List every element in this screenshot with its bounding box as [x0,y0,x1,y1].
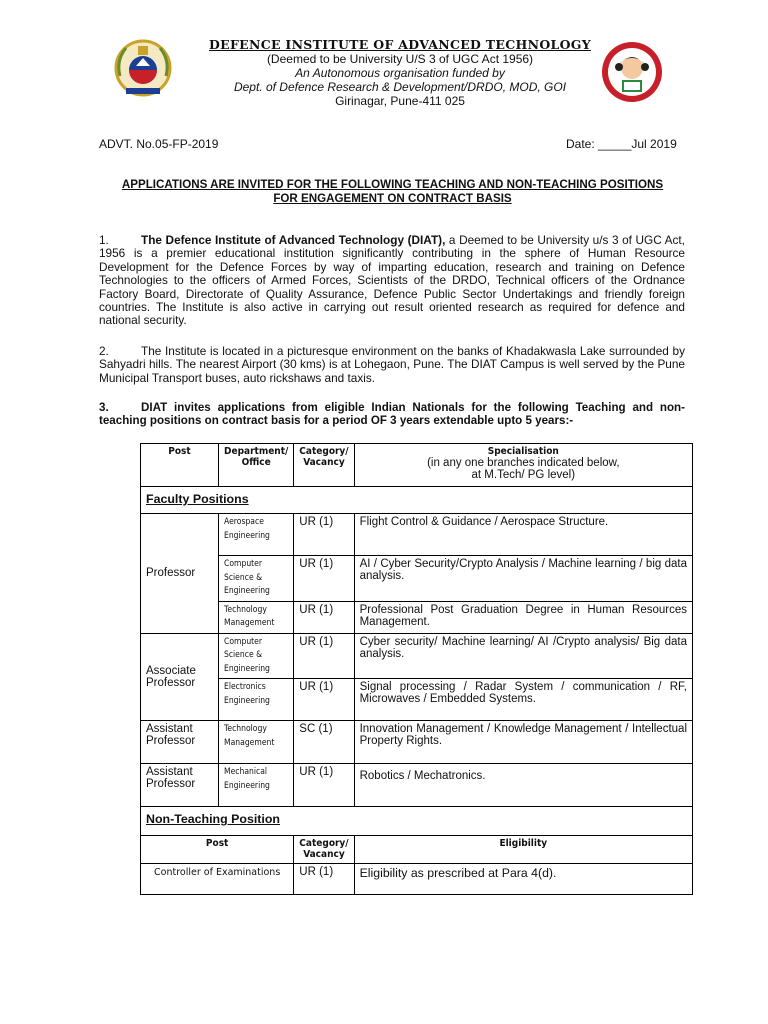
specialisation-cell: Professional Post Graduation Degree in Human Resources Management. [354,601,692,633]
category-cell: UR (1) [294,764,354,807]
specialisation-cell: Robotics / Mechatronics. [354,764,692,807]
nt-header-row [141,836,693,864]
table-row [141,679,693,721]
specialisation-cell: AI / Cyber Security/Crypto Analysis / Machine learning / big data analysis. [354,556,692,602]
header-line-1: (Deemed to be University U/S 3 of UGC Act 1956) [266,52,534,66]
paragraph-3-number: 3. [99,401,109,414]
category-cell: UR (1) [294,601,354,633]
paragraph-2-number: 2. [99,344,109,358]
category-cell: UR (1) [294,556,354,602]
nt-eligibility-cell: Eligibility as prescribed at Para 4(d). [354,864,692,895]
header-specialisation: Specialisation [487,446,559,457]
table-row [141,601,693,633]
table-row [141,514,693,556]
dept-cell: Aerospace Engineering [224,517,270,541]
table-row [141,633,693,679]
nt-header-post: Post [141,836,294,864]
nt-header-category: Category/ Vacancy [294,836,354,864]
nt-post-cell: Controller of Examinations [154,867,281,878]
table-row [141,556,693,602]
dept-cell: Computer Science & Engineering [224,636,270,674]
advt-date: Date: _____Jul 2019 [566,137,677,151]
paragraph-1-body: a Deemed to be University u/s 3 of UGC Act, 1956 is a premier educational institution significantly contributing in the sphere of Human Resource Development for the Defence Forces by way of imparting education, research and training on Defence Technologies to the officers of Armed Forces, Scientists of the DRDO, Technical officers of the Ordnance Factory Board, Directorate of Quality Assurance, Defence Public Sector Undertakings and friendly foreign countries. The Institute is also active in carrying out result oriented research as required for defence and national security. [99,233,685,328]
nt-category-cell: UR (1) [294,864,354,895]
paragraph-3-body: DIAT invites applications from eligible Indian Nationals for the following Teaching and non-teaching positions on contract basis for a period OF 3 years extendable upto 5 years:- [99,401,685,428]
positions-table [140,443,693,895]
paragraph-2 [99,345,685,385]
dept-cell: Mechanical Engineering [224,767,270,791]
category-cell: UR (1) [294,633,354,679]
header-specialisation-cell [354,444,692,487]
main-heading-line-1: APPLICATIONS ARE INVITED FOR THE FOLLOWING TEACHING AND NON-TEACHING POSITIONS [121,178,664,191]
dept-cell: Technology Management [224,724,275,748]
institute-title: DEFENCE INSTITUTE OF ADVANCED TECHNOLOGY [209,37,591,52]
paragraph-1-number: 1. [99,233,109,247]
post-cell: Assistant Professor [141,721,219,764]
dept-cell: Electronics Engineering [224,682,270,706]
non-teaching-position-label: Non-Teaching Position [141,807,693,836]
specialisation-cell: Innovation Management / Knowledge Management / Intellectual Property Rights. [354,721,692,764]
nt-header-eligibility: Eligibility [354,836,692,864]
category-cell: UR (1) [294,679,354,721]
header-category: Category/ Vacancy [294,444,354,487]
header-line-3: Dept. of Defence Research & Development/DRDO, MOD, GOI [233,80,567,94]
paragraph-2-body: The Institute is located in a picturesque environment on the banks of Khadakwasla Lake surrounded by Sahyadri hills. The nearest Airport (30 kms) is at Lohegaon, Pune. The DIAT Campus is well served by the Pune Municipal Transport buses, auto rickshaws and taxis. [99,344,685,385]
specialisation-cell: Cyber security/ Machine learning/ AI /Crypto analysis/ Big data analysis. [354,633,692,679]
header-line-4: Girinagar, Pune-411 025 [335,94,465,108]
post-cell: Assistant Professor [141,764,219,807]
dept-cell: Technology Management [224,604,275,628]
main-heading-line-2: FOR ENGAGEMENT ON CONTRACT BASIS [273,192,512,205]
faculty-positions-label: Faculty Positions [141,487,693,514]
post-professor: Professor [141,514,219,634]
specialisation-cell: Signal processing / Radar System / communication / RF, Microwaves / Embedded Systems. [354,679,692,721]
header-line-2: An Autonomous organisation funded by [295,66,505,80]
table-row [141,864,693,895]
table-row [141,721,693,764]
paragraph-3 [99,401,685,428]
header-post: Post [141,444,219,487]
dept-cell: Computer Science & Engineering [224,559,270,596]
specialisation-note-2: at M.Tech/ PG level) [471,469,576,481]
category-cell: SC (1) [294,721,354,764]
specialisation-cell: Flight Control & Guidance / Aerospace Structure. [354,514,692,556]
specialisation-note-1: (in any one branches indicated below, [427,457,620,469]
category-cell: UR (1) [294,514,354,556]
advt-number: ADVT. No.05-FP-2019 [99,137,219,151]
header-department: Department/ Office [219,444,294,487]
table-row [141,764,693,807]
table-header-row [141,444,693,487]
paragraph-1-lead: The Defence Institute of Advanced Technology (DIAT), [141,233,446,247]
paragraph-1 [99,234,685,328]
post-associate-professor: Associate Professor [141,633,219,721]
